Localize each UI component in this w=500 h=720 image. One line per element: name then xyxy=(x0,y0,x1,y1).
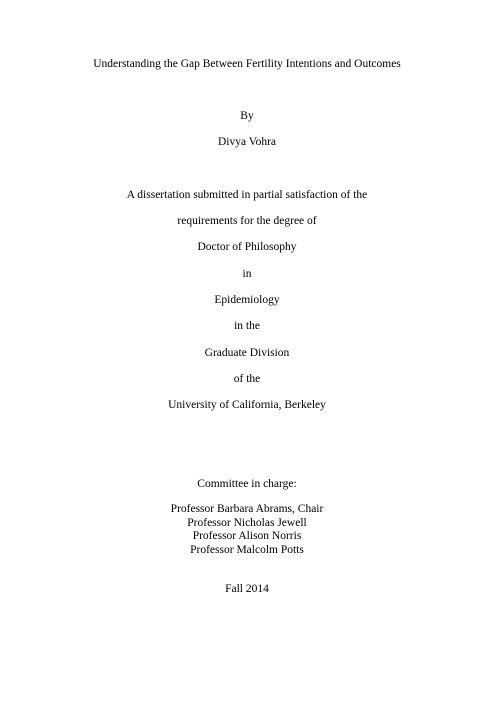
committee-members-list xyxy=(0,503,494,557)
committee-member: Professor Barbara Abrams, Chair xyxy=(170,503,324,515)
committee-member: Professor Alison Norris xyxy=(192,530,302,542)
by-label: By xyxy=(240,110,254,122)
university-name: University of California, Berkeley xyxy=(168,399,326,411)
submission-line-in-the: in the xyxy=(234,320,260,332)
submission-line-1: A dissertation submitted in partial satisfaction of the xyxy=(126,189,368,201)
degree-name: Doctor of Philosophy xyxy=(197,241,297,253)
author-name: Divya Vohra xyxy=(217,136,277,148)
field-of-study: Epidemiology xyxy=(214,294,280,306)
submission-date: Fall 2014 xyxy=(225,583,269,595)
committee-member: Professor Nicholas Jewell xyxy=(187,516,307,529)
committee-member: Professor Malcolm Potts xyxy=(190,543,304,556)
division-name: Graduate Division xyxy=(204,347,290,359)
submission-line-in: in xyxy=(242,268,252,280)
committee-heading: Committee in charge: xyxy=(197,478,297,490)
submission-line-of-the: of the xyxy=(233,373,261,385)
dissertation-title: Understanding the Gap Between Fertility Intentions and Outcomes xyxy=(93,58,401,70)
submission-line-2: requirements for the degree of xyxy=(177,215,317,227)
